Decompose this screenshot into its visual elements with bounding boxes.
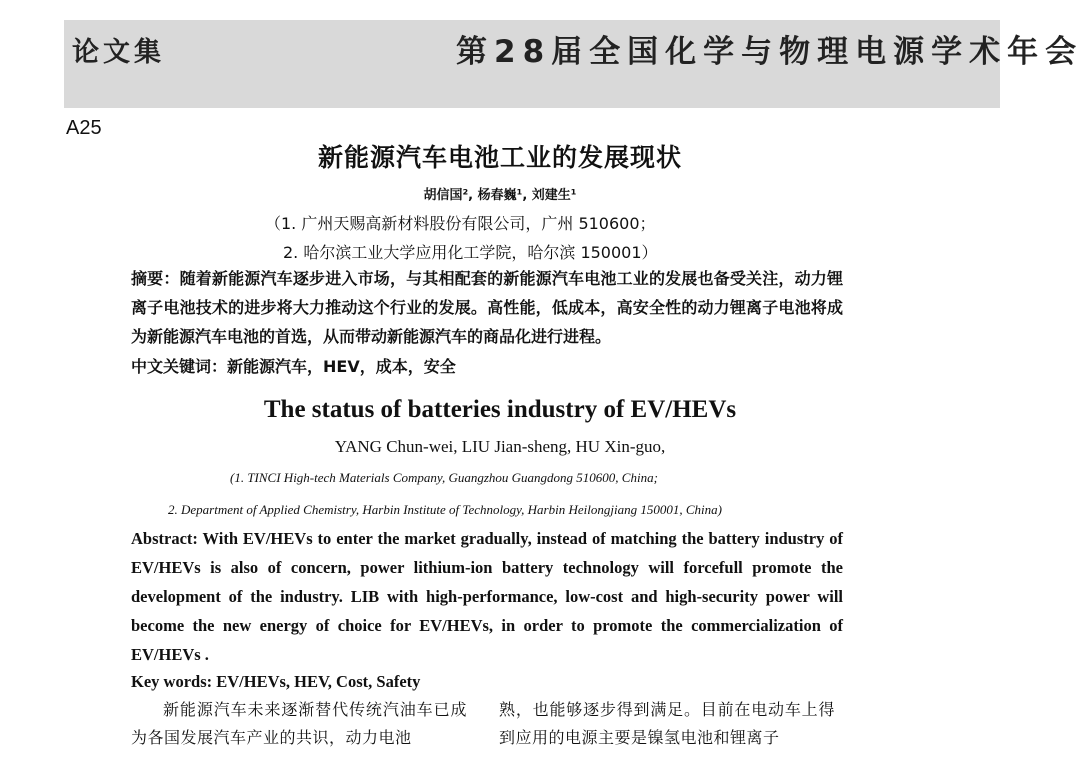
authors-chinese: 胡信国², 杨春巍¹, 刘建生¹ [423,188,577,203]
keywords-text-chinese: 新能源汽车，HEV，成本，安全 [227,357,456,376]
affiliation-english-1: (1. TINCI High-tech Materials Company, Guangzhou Guangdong 510600, China; [230,470,658,485]
abstract-text-english: With EV/HEVs to enter the market gradually, instead of matching the battery industry of EV/HEVs is also of concern, power lithium-ion battery technology will forcefull promote the development of the industry. LIB with high-performance, low-cost and high-security power will become the new energy of choice for EV/HEVs, in order to promote the commercialization of EV/HEVs . [131,529,844,664]
affiliation-english-2: 2. Department of Applied Chemistry, Harbin Institute of Technology, Harbin Heilongjiang 150001, China) [168,502,722,517]
conference-title: 第28届全国化学与物理电源学术年会 [456,34,1083,70]
abstract-english [131,524,843,669]
abstract-chinese [131,264,843,351]
authors-english: YANG Chun-wei, LIU Jian-sheng, HU Xin-guo, [334,437,666,456]
keywords-chinese [131,352,843,381]
series-title: 论文集 [72,37,165,68]
keywords-text-english: EV/HEVs, HEV, Cost, Safety [216,672,421,691]
affiliation-chinese-1: （1. 广州天赐高新材料股份有限公司，广州 510600； [265,214,656,233]
body-column-left: 新能源汽车未来逐渐替代传统汽油车已成为各国发展汽车产业的共识，动力电池 [131,700,467,747]
abstract-text-chinese: 随着新能源汽车逐步进入市场，与其相配套的新能源汽车电池工业的发展也备受关注，动力锂离子电池技术的进步将大力推动这个行业的发展。高性能，低成本，高安全性的动力锂离子电池将成为新能源汽车电池的首选，从而带动新能源汽车的商品化进行进程。 [131,269,843,346]
paper-code: A25 [66,117,102,139]
keywords-english [131,667,843,696]
affiliation-chinese-2: 2. 哈尔滨工业大学应用化工学院，哈尔滨 150001） [283,243,658,262]
abstract-label-chinese: 摘要： [131,269,180,288]
keywords-label-chinese: 中文关键词： [131,357,228,376]
keywords-label-english: Key words: [131,672,213,691]
title-chinese: 新能源汽车电池工业的发展现状 [317,143,682,172]
title-english: The status of batteries industry of EV/HEVs [263,396,737,423]
body-column-right: 熟，也能够逐步得到满足。目前在电动车上得到应用的电源主要是镍氢电池和锂离子 [499,700,835,747]
abstract-label-english: Abstract: [131,529,198,548]
